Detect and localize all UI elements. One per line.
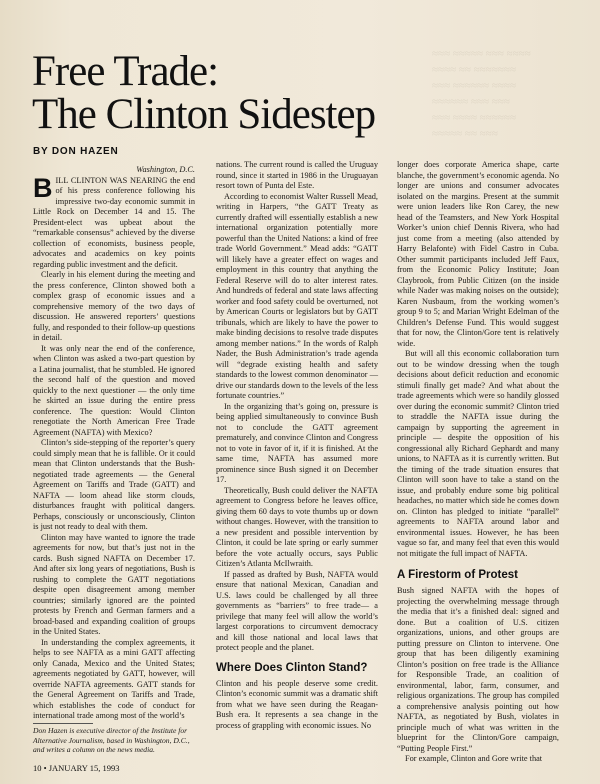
paragraph: Bush signed NAFTA with the hopes of projecting the overwhelming message through the media that it’s a finished deal: signed and done. But a coalition of U.S. citizen organizations, unions, and other groups are putting pressure on Clinton to intervene. One group that has been diligently examining Clinton’s position on free trade is the Alliance for Responsible Trade, an coalition of environmental, labor, farm, consumer, and religious organizations. The group has compiled a comprehensive analysis pointing out how NAFTA, as negotiated by Bush, violates in principle much of what was written in the blueprint for the Clinton/Gore campaign, “Putting People First.” xyxy=(397,586,559,753)
paragraph: longer does corporate America shape, carte blanche, the government’s economic agenda. No longer are unions and consumer advocates isolated on the margins. Present at the summit were union leaders like Ron Carey, the new head of the Teamsters, and New York Hospital Worker’s union chief Dennis Rivera, who had just come from a meeting (also attended by Harry Belafonte) with Fidel Castro in Cuba. Other summit participants included Jeff Faux, from the Economic Policy Institute; Joan Claybrook, from Public Citizen (on the inside while Nader was making noises on the outside); Karen Nusbaum, from the working women’s group 9 to 5; and Marian Wright Edelman of the Children’s Defense Fund. This would suggest that for now, the Clinton/Gore tent is relatively wide. xyxy=(397,160,559,348)
paragraph: nations. The current round is called the Uruguay round, since it started in 1986 in the Uruguayan resort town of Punta del Este. xyxy=(216,160,378,190)
paragraph: Clinton’s side-stepping of the reporter’s query could simply mean that he is fallible. Or it could mean that Clinton understands that the Bush-negotiated trade agreements — the General Agreement on Tariffs and Trade (GATT) and NAFTA — loom ahead like storm clouds, disturbances fraught with political dangers. Perhaps, consciously or unconsciously, Clinton is just not ready to deal with them. xyxy=(33,438,195,531)
bleed-through-text: ≈≈≈ ≈≈≈≈≈ ≈≈≈ ≈≈≈≈ ≈≈≈≈ ≈≈ ≈≈≈≈≈≈≈ ≈≈≈ ≈≈≈≈≈≈ ≈≈≈≈ ≈≈≈≈≈≈ ≈≈≈ ≈≈≈ ≈≈≈ ≈≈≈≈ ≈≈≈≈≈≈ ≈≈≈≈≈ ≈≈ ≈≈≈ xyxy=(432,48,531,140)
title-line-2: The Clinton Sidestep xyxy=(32,91,376,138)
title-line-1: Free Trade: xyxy=(32,48,219,95)
author-bio: Don Hazen is executive director of the Institute for Alternative Journalism, based in Washington, D.C., and writes a column on the news media. xyxy=(33,726,190,754)
paragraph: Clinton may have wanted to ignore the trade agreements for now, but that’s just not in the cards. Bush signed NAFTA on December 17. And after six long years of negotiations, Bush is rushing to complete the GATT negotiations despite open disagreement among member countries; similarly ignored are the pointed protests by French and German farmers and a broad-based and expanding coalition of groups in the United States. xyxy=(33,532,195,636)
page-folio: 10 • JANUARY 15, 1993 xyxy=(33,763,120,773)
paragraph: Clinton and his people deserve some credit. Clinton’s economic summit was a dramatic shift from what we have seen during the Reagan-Bush era. It represents a sea change in the process of grappling with economic issues. No xyxy=(216,678,378,730)
bio-divider xyxy=(33,723,93,724)
dateline: Washington, D.C. xyxy=(136,165,195,174)
paragraph: In understanding the complex agreements, it helps to see NAFTA as a mini GATT affecting only Canada, Mexico and the United States; agreements negotiated by GATT, however, will override NAFTA agreements. GATT stands for the General Agreement on Tariffs and Trade, which establishes the code of conduct for international trade among most of the world’s xyxy=(33,637,195,720)
column-3 xyxy=(397,160,559,765)
byline: BY DON HAZEN xyxy=(33,146,119,157)
paragraph: In the organizing that’s going on, pressure is being applied simultaneously to convince Bush not to conclude the GATT agreement prematurely, and convince Clinton and Congress not to vote in favor of it, if it is finished. At the same time, NAFTA has assumed more prominence since Bush signed it on December 17. xyxy=(216,401,378,484)
paragraph: If passed as drafted by Bush, NAFTA would ensure that national Mexican, Canadian and U.S. laws could be challenged by all three governments as “barriers” to free trade— a privilege that many feel will allow the world’s largest corporations to circumvent democracy and kill those national and local laws that protect people and the planet. xyxy=(216,569,378,652)
paragraph: Clearly in his element during the meeting and the press conference, Clinton showed both a complex grasp of economic issues and a comprehensive memory of the two days of discussion. He answered reporters’ questions fully, and responded to their follow-up questions in detail. xyxy=(33,270,195,342)
lead-paragraph xyxy=(33,172,195,271)
paragraph: But will all this economic collaboration turn out to be window dressing when the tough decisions about deficit reduction and economic stimuli finally get made? And what about the trade agreements which were so handily glossed over during the economic summit? Clinton tried to straddle the NAFTA issue during the campaign by supporting the agreement in principle — despite the opposition of his congressional ally Richard Gephardt and many unions, to NAFTA as it is currently written. But the timing of the trade situation ensures that Clinton will soon have to take a stand on the issue, and probably endure some big political headaches, no matter which side he comes down on. Clinton has pledged to initiate “parallel” agreements to NAFTA around labor and environmental issues. However, he has been vague so far, and many feel that even this would not mitigate the full impact of NAFTA. xyxy=(397,349,559,558)
section-subhead: A Firestorm of Protest xyxy=(397,569,518,581)
drop-cap: B xyxy=(33,172,53,203)
article-title xyxy=(32,50,452,136)
column-2 xyxy=(216,160,378,731)
paragraph: For example, Clinton and Gore write that xyxy=(405,754,543,763)
column-1 xyxy=(33,165,195,722)
section-subhead: Where Does Clinton Stand? xyxy=(216,661,368,674)
paragraph: It was only near the end of the conference, when Clinton was asked a two-part question by a Latina journalist, that he stumbled. He ignored the second half of the question and moved quickly to the next questioner — the only time he skirted an issue during the entire press conference. The question: Would Clinton renegotiate the North American Free Trade Agreement (NAFTA) with Mexico? xyxy=(33,343,195,437)
paragraph: Theoretically, Bush could deliver the NAFTA agreement to Congress before he leaves office, giving them 60 days to vote thumbs up or down without changes. However, with the transition to a new president and possible intervention by Clinton, it could be late spring or early summer before the vote actually occurs, says Public Citizen’s Atlanta McIlwraith. xyxy=(216,485,378,568)
paragraph: According to economist Walter Russell Mead, writing in Harpers, “the GATT Treaty as currently drafted will essentially establish a new international organization potentially more powerful than the United Nations: a kind of free trade World Government.” Mead adds: “GATT will likely have a greater effect on wages and employment in this country that anything the Federal Reserve will do to alter interest rates. And hundreds of federal and state laws affecting worker and food safety could be overturned, not by American Courts or legislators but by GATT tribunals, which are likely to have the power to make binding decisions to resolve trade disputes among member nations.” In the words of Ralph Nader, the Bush Administration’s trade agenda will “degrade existing health and safety standards to the lowest common denominator — drive our standards down to the levels of the less fortunate countries.” xyxy=(216,191,378,400)
lead-text: ILL CLINTON WAS NEARING the end of his press conference following his impressive two-day economic summit in Little Rock on December 14 and 15. The President-elect was upbeat about the “remarkable consensus” achieved by the diverse collection of economists, business people, advocates and academics on key points regarding public investment and the deficit. xyxy=(33,175,195,269)
